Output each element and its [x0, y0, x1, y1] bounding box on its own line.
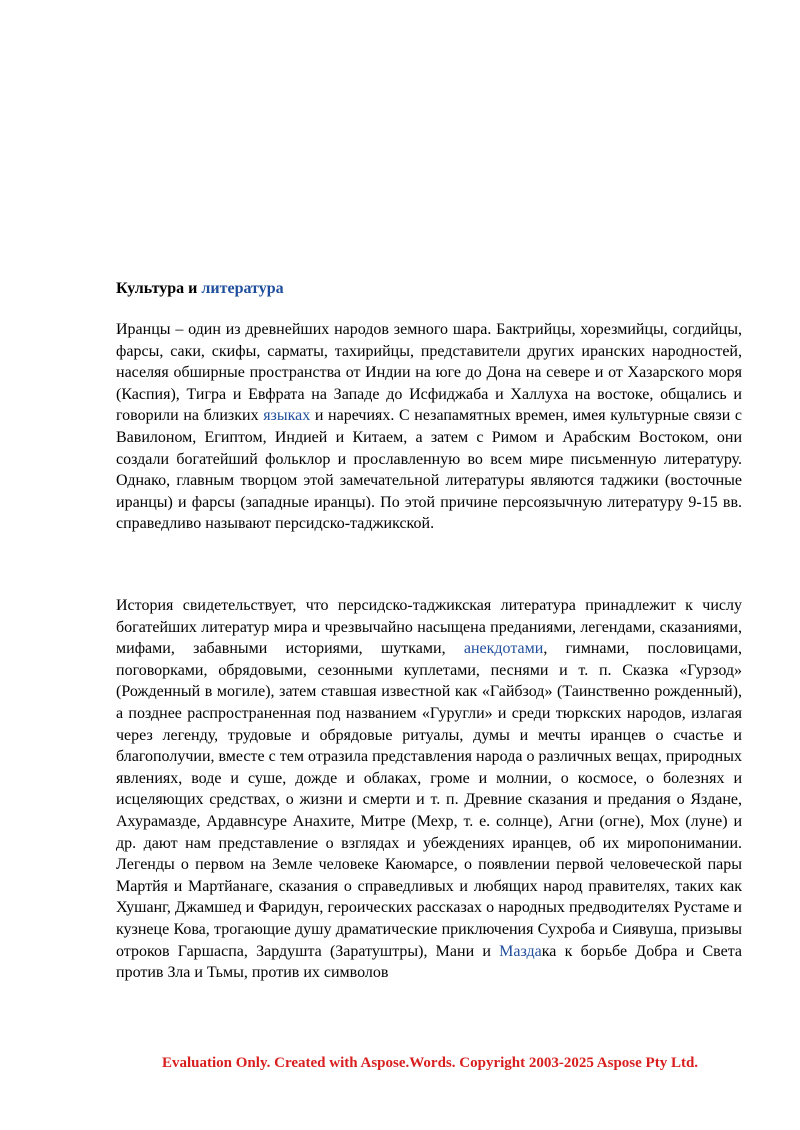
paragraph-2-text-c: ка к борьбе Добра и Света против Зла и Тьмы, против их символов	[116, 942, 742, 982]
section-heading	[116, 279, 284, 299]
paragraph-1-text-b: и наречиях. С незапамятных времен, имея культурные связи с Вавилоном, Египтом, Индией и Китаем, а затем с Римом и Арабским Востоком, они создали богатейший фольклор и прославленную во всем мире письменную литературу. Однако, главным творцом этой замечательной литературы являются таджики (восточные иранцы) и фарсы (западные иранцы). По этой причине персоязычную литературу 9-15 вв. справедливо называют персидско-таджикской.	[116, 407, 743, 533]
link-languages[interactable]: языках	[263, 407, 311, 425]
link-mazda[interactable]: Мазда	[499, 942, 542, 960]
paragraph-2-text-b: , гимнами, пословицами, поговорками, обрядовыми, сезонными куплетами, песнями и т. п. Сказка «Гурзод» (Рожденный в могиле), затем ставшая известной как «Гайбзод» (Таинственно рожденный), а позднее распространенная под названием «Гуругли» и среди тюркских народов, излагая через легенду, трудовые и обрядовые ритуалы, думы и мечты иранцев о счастье и благополучии, вместе с тем отразила представления народа о различных вещах, природных явлениях, воде и суше, дожде и облаках, громе и молнии, о космосе, о болезнях и исцеляющих средствах, о жизни и смерти и т. п. Древние сказания и предания о Яздане, Ахурамазде, Ардавнсуре Анахите, Митре (Мехр, т. е. солнце), Агни (огне), Мох (луне) и др. дают нам представление о взглядах и убеждениях иранцев, об их миропонимании. Легенды о первом на Земле человеке Каюмарсе, о появлении первой человеческой пары Мартйя и Мартйанаге, сказания о справедливых и любящих народ правителях, таких как Хушанг, Джамшед и Фаридун, героических рассказах о народных предводителях Рустаме и кузнеце Кова, трогающие душу драматические приключения Сухроба и Сиявуша, призывы отроков Гаршаспа, Зардушта (Заратуштры), Мани и	[116, 640, 743, 960]
paragraph-1	[116, 319, 742, 535]
link-anecdotes[interactable]: анекдотами	[463, 640, 544, 658]
heading-text: Культура и	[116, 280, 202, 297]
evaluation-watermark-footer: Evaluation Only. Created with Aspose.Words. Copyright 2003-2025 Aspose Pty Ltd.	[162, 1055, 699, 1071]
paragraph-2	[116, 595, 742, 984]
paragraph-2-text-a: История свидетельствует, что персидско-таджикская литература принадлежит к числу богатейших литератур мира и чрезвычайно насыщена преданиями, легендами, сказаниями, мифами, забавными историями, шутками,	[116, 597, 742, 658]
heading-link-literature[interactable]: литература	[201, 280, 284, 297]
paragraph-1-text-a: Иранцы – один из древнейших народов земного шара. Бактрийцы, хорезмийцы, согдийцы, фарсы, саки, скифы, сарматы, тахирийцы, представители других иранских народностей, населяя обширные пространства от Индии на юге до Дона на севере и от Хазарского моря (Каспия), Тигра и Евфрата на Западе до Исфиджаба и Халлуха на востоке, общались и говорили на близких	[116, 321, 742, 425]
